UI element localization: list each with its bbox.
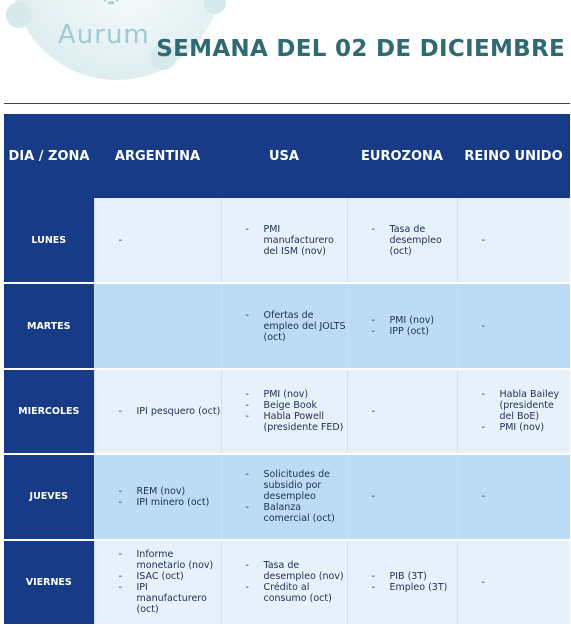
event-item: - Ofertas de empleo del JOLTS (oct) [246, 310, 347, 343]
event-cell-argentina [94, 540, 221, 625]
empty-marker: - [481, 576, 485, 588]
event-cell-argentina [94, 198, 221, 283]
event-list [458, 389, 571, 433]
schedule-table [4, 114, 570, 626]
event-list [348, 224, 457, 257]
day-label: LUNES [4, 198, 94, 283]
event-cell-eurozona [347, 369, 457, 454]
event-cell-reino-unido [457, 369, 570, 454]
event-cell-argentina [94, 283, 221, 368]
empty-marker: - [481, 491, 485, 503]
table-row [4, 283, 570, 368]
day-label: MARTES [4, 283, 94, 368]
empty-marker: - [481, 320, 485, 332]
empty-marker: - [371, 491, 375, 503]
event-list [222, 389, 347, 433]
logo-mark-icon [96, 0, 126, 10]
event-item: - Habla Bailey (presidente del BoE) [482, 389, 571, 422]
column-header: EUROZONA [347, 114, 457, 198]
event-list [348, 315, 457, 337]
event-item: - REM (nov) [119, 486, 221, 497]
table-row [4, 198, 570, 283]
event-item: - PMI (nov) [246, 389, 347, 400]
event-item: - IPP (oct) [372, 326, 457, 337]
event-cell-reino-unido [457, 283, 570, 368]
event-cell-eurozona [347, 454, 457, 539]
table-row [4, 454, 570, 539]
event-item: - Solicitudes de subsidio por desempleo [246, 469, 347, 502]
event-list [222, 469, 347, 524]
event-cell-usa [221, 198, 347, 283]
event-item: - PIB (3T) [372, 571, 457, 582]
column-header: USA [221, 114, 347, 198]
event-item: - IPI minero (oct) [119, 497, 221, 508]
event-item: - PMI manufacturero del ISM (nov) [246, 224, 347, 257]
column-header: DIA / ZONA [4, 114, 94, 198]
column-header: REINO UNIDO [457, 114, 570, 198]
empty-marker: - [118, 234, 122, 246]
event-item: - IPI manufacturero (oct) [119, 582, 221, 615]
event-item: - Balanza comercial (oct) [246, 502, 347, 524]
event-item: - ISAC (oct) [119, 571, 221, 582]
event-cell-reino-unido [457, 454, 570, 539]
header-row [4, 114, 570, 198]
event-item: - IPI pesquero (oct) [119, 406, 221, 417]
event-list [95, 486, 221, 508]
event-list [348, 571, 457, 593]
logo-decoration [6, 2, 32, 28]
event-list [95, 549, 221, 615]
event-item: - Habla Powell (presidente FED) [246, 411, 347, 433]
event-cell-usa [221, 369, 347, 454]
event-item: - PMI (nov) [372, 315, 457, 326]
event-cell-usa [221, 540, 347, 625]
event-item: - Tasa de desempleo (oct) [372, 224, 457, 257]
empty-marker: - [371, 405, 375, 417]
event-cell-usa [221, 283, 347, 368]
event-list [222, 224, 347, 257]
day-label: VIERNES [4, 540, 94, 625]
table-row [4, 540, 570, 625]
empty-marker: - [481, 234, 485, 246]
event-item: - Beige Book [246, 400, 347, 411]
logo-text: Aurum [58, 20, 150, 50]
event-item: - PMI (nov) [482, 422, 571, 433]
event-list [222, 310, 347, 343]
event-list [95, 406, 221, 417]
event-item: - Crédito al consumo (oct) [246, 582, 347, 604]
event-item: - Informe monetario (nov) [119, 549, 221, 571]
event-cell-argentina [94, 369, 221, 454]
divider [4, 103, 570, 104]
table-row [4, 369, 570, 454]
event-item: - Tasa de desempleo (nov) [246, 560, 347, 582]
event-cell-usa [221, 454, 347, 539]
event-cell-eurozona [347, 283, 457, 368]
event-cell-argentina [94, 454, 221, 539]
day-label: MIERCOLES [4, 369, 94, 454]
event-list [222, 560, 347, 604]
event-cell-reino-unido [457, 198, 570, 283]
event-cell-eurozona [347, 198, 457, 283]
day-label: JUEVES [4, 454, 94, 539]
event-item: - Empleo (3T) [372, 582, 457, 593]
page-title: SEMANA DEL 02 DE DICIEMBRE [156, 36, 565, 62]
column-header: ARGENTINA [94, 114, 221, 198]
event-cell-eurozona [347, 540, 457, 625]
event-cell-reino-unido [457, 540, 570, 625]
